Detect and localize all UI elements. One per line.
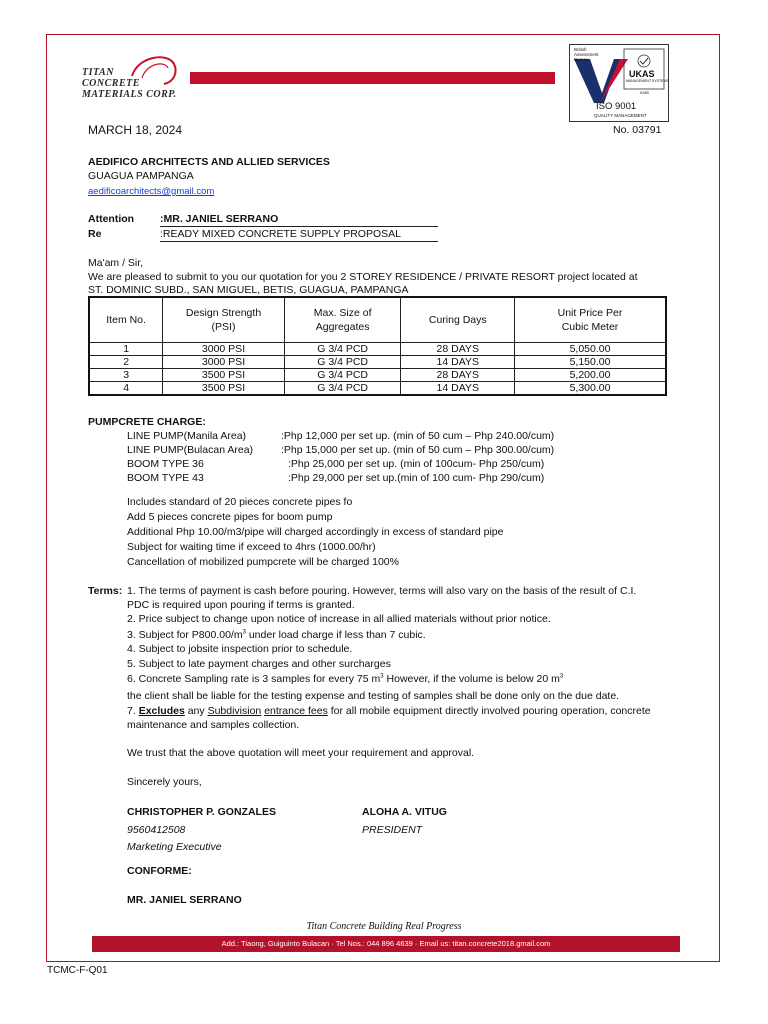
ukas-sub-label: MANAGEMENT SYSTEMS [626, 79, 669, 83]
pump-note: Additional Php 10.00/m3/pipe will charged accordingly in excess of standard pipe [127, 526, 504, 538]
recipient-company: AEDIFICO ARCHITECTS AND ALLIED SERVICES [88, 156, 330, 168]
letter-date: MARCH 18, 2024 [88, 123, 183, 137]
ukas-label: UKAS [629, 69, 655, 79]
recipient-location: GUAGUA PAMPANGA [88, 170, 194, 182]
cell-item-no: 4 [89, 382, 163, 396]
cell-curing: 14 DAYS [401, 382, 515, 396]
logo-line-1: TITAN [82, 67, 114, 78]
cell-item-no: 1 [89, 343, 163, 356]
table-header-row [89, 297, 666, 343]
salutation: Ma'am / Sir, [88, 257, 144, 269]
cell-item-no: 2 [89, 356, 163, 369]
signatory-1-phone: 9560412508 [127, 824, 186, 836]
pump-item-name: LINE PUMP(Manila Area) [127, 430, 247, 442]
term-4: 4. Subject to jobsite inspection prior to schedule. [127, 643, 353, 655]
pump-note: Subject for waiting time if exceed to 4hrs (1000.00/hr) [127, 541, 376, 553]
term-2: 2. Price subject to change upon notice of increase in all allied materials without prior notice. [127, 613, 551, 625]
cell-strength: 3500 PSI [163, 369, 285, 382]
cell-curing: 28 DAYS [401, 369, 515, 382]
iso-label: ISO 9001 [596, 101, 637, 112]
cell-aggregate: G 3/4 PCD [284, 369, 401, 382]
re-label: Re [88, 228, 102, 240]
attention-value: :MR. JANIEL SERRANO [160, 213, 279, 225]
pump-item-price: :Php 15,000 per set up. (min of 50 cum – Php 300.00/cum) [281, 444, 555, 456]
pump-note: Add 5 pieces concrete pipes for boom pump [127, 511, 333, 523]
cell-price: 5,200.00 [515, 369, 666, 382]
form-code: TCMC-F-Q01 [47, 965, 108, 976]
sincerely: Sincerely yours, [127, 776, 202, 788]
header-unit-price: Unit Price Per Cubic Meter [515, 297, 666, 343]
table-row [89, 369, 666, 382]
term-1a: 1. The terms of payment is cash before pouring. However, terms will also vary on the basis of the result of C.I. [127, 585, 637, 597]
pump-note: Cancellation of mobilized pumpcrete will be charged 100% [127, 556, 399, 568]
header-red-bar [190, 72, 555, 84]
term-5: 5. Subject to late payment charges and other surcharges [127, 658, 391, 670]
re-value: :READY MIXED CONCRETE SUPPLY PROPOSAL [160, 228, 401, 240]
intro-line-2: ST. DOMINIC SUBD., SAN MIGUEL, BETIS, GUAGUA, PAMPANGA [88, 284, 409, 296]
cell-price: 5,300.00 [515, 382, 666, 396]
signatory-1-name: CHRISTOPHER P. GONZALES [127, 806, 276, 818]
pump-item-price: :Php 12,000 per set up. (min of 50 cum – Php 240.00/cum) [281, 430, 555, 442]
cell-aggregate: G 3/4 PCD [284, 382, 401, 396]
cell-strength: 3000 PSI [163, 356, 285, 369]
table-row [89, 356, 666, 369]
term-1b: PDC is required upon pouring if terms is granted. [127, 599, 355, 611]
company-logo [82, 67, 177, 100]
pump-item-name: LINE PUMP(Bulacan Area) [127, 444, 254, 456]
pump-item-price: :Php 25,000 per set up. (min of 100cum- Php 250/cum) [288, 458, 545, 470]
iso-sub-label: QUALITY MANAGEMENT [594, 113, 647, 118]
pump-item-name: BOOM TYPE 36 [127, 458, 204, 470]
attention-label: Attention [88, 213, 135, 225]
recipient-email-link[interactable]: aedificoarchitects@gmail.com [88, 186, 215, 197]
re-underline [160, 241, 438, 242]
intro-line-1: We are pleased to submit to you our quotation for you 2 STOREY RESIDENCE / PRIVATE RESORT project located at [88, 271, 638, 283]
table-row [89, 343, 666, 356]
term-7: 7. Excludes any Subdivision entrance fees for all mobile equipment directly involved pouring operation, concrete [127, 705, 651, 717]
cell-strength: 3000 PSI [163, 343, 285, 356]
document-number: No. 03791 [613, 124, 662, 136]
footer-contact-bar: Add.: Tiaong, Guiguinto Bulacan · Tel Nos.: 044 896 4639 · Email us: titan.concrete2018.gmail.com [92, 936, 680, 952]
pump-item-name: BOOM TYPE 43 [127, 472, 204, 484]
attention-underline [160, 226, 438, 227]
cell-price: 5,150.00 [515, 356, 666, 369]
term-6: 6. Concrete Sampling rate is 3 samples for every 75 $m^3$ However, if the volume is below 20 $m^3$ [127, 673, 564, 685]
cell-strength: 3500 PSI [163, 382, 285, 396]
table-row [89, 382, 666, 396]
signatory-2-name: ALOHA A. VITUG [362, 806, 447, 818]
closing-statement: We trust that the above quotation will meet your requirement and approval. [127, 747, 475, 759]
cell-price: 5,050.00 [515, 343, 666, 356]
term-3: 3. Subject for $P800.00/m^3$ under load charge if less than 7 cubic. [127, 629, 426, 641]
header-design-strength: Design Strength (PSI) [163, 297, 285, 343]
cell-curing: 28 DAYS [401, 343, 515, 356]
company-tagline: Titan Concrete Building Real Progress [306, 921, 462, 932]
cell-aggregate: G 3/4 PCD [284, 356, 401, 369]
pump-item-price: :Php 29,000 per set up.(min of 100 cum- Php 290/cum) [288, 472, 545, 484]
conforme-label: CONFORME: [127, 865, 192, 877]
quotation-table [88, 296, 667, 396]
pumpcrete-title: PUMPCRETE CHARGE: [88, 416, 206, 428]
header-item-no: Item No. [89, 297, 163, 343]
header-curing-days: Curing Days [401, 297, 515, 343]
cell-aggregate: G 3/4 PCD [284, 343, 401, 356]
signatory-1-title: Marketing Executive [127, 841, 222, 853]
term-6c: the client shall be liable for the testing expense and testing of samples shall be done only on the due date. [127, 690, 620, 702]
header-max-size: Max. Size of Aggregates [284, 297, 401, 343]
logo-line-2: CONCRETE [82, 78, 140, 89]
logo-line-3: MATERIALS CORP. [82, 89, 177, 100]
bureau-label: British Assessment Bureau [574, 47, 599, 62]
iso-certification-badge [569, 44, 669, 122]
cell-curing: 14 DAYS [401, 356, 515, 369]
terms-label: Terms: [88, 585, 123, 597]
conforme-name: MR. JANIEL SERRANO [127, 894, 242, 906]
pump-note: Includes standard of 20 pieces concrete pipes fo [127, 496, 353, 508]
signatory-2-title: PRESIDENT [362, 824, 423, 836]
term-7b: maintenance and samples collection. [127, 719, 300, 731]
cell-item-no: 3 [89, 369, 163, 382]
ukas-code: 0280 [640, 90, 649, 95]
